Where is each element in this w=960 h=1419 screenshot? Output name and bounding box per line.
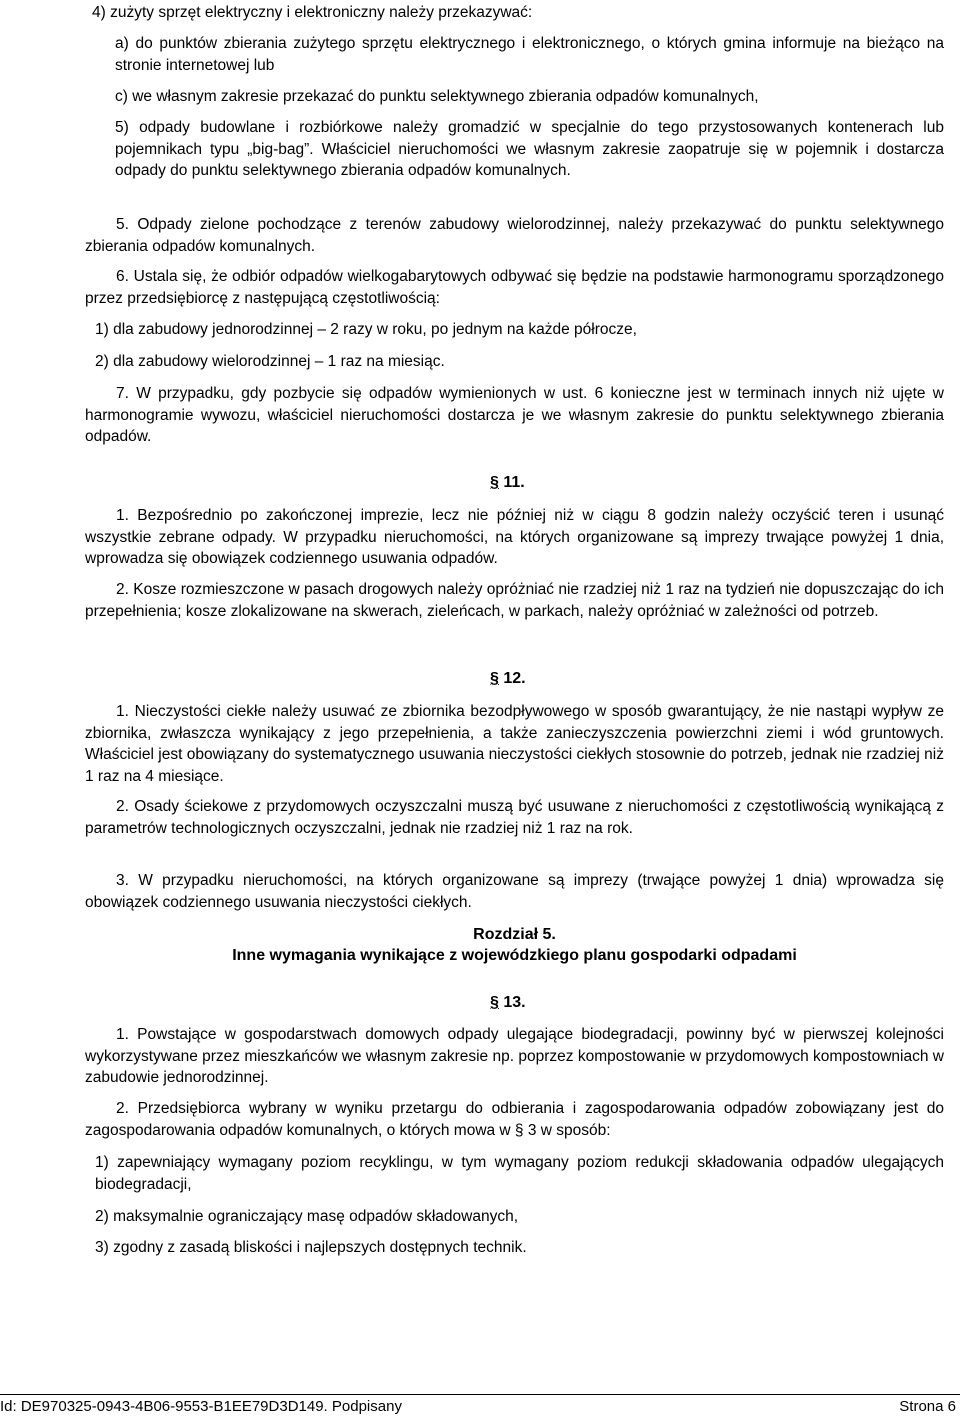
section-heading-13 — [490, 992, 526, 1014]
footer-document-id: Id: DE970325-0943-4B06-9553-B1EE79D3D149. Podpisany — [0, 1398, 402, 1415]
section-number: 12. — [503, 670, 526, 687]
chapter-subtitle: Inne wymagania wynikające z wojewódzkiego planu gospodarki odpadami — [232, 947, 797, 964]
footer-page-number: Strona 6 — [899, 1398, 956, 1415]
paragraph-s13-2-item-1: 1) zapewniający wymagany poziom recyklingu, w tym wymagany poziom redukcji składowania odpadów ulegających biodegradacji, — [95, 1154, 944, 1193]
section-heading-12 — [490, 668, 526, 690]
paragraph-s12-1: 1. Nieczystości ciekłe należy usuwać ze zbiornika bezodpływowego w sposób gwarantujący, że nie nastąpi wypływ ze zbiornika, zwłaszcza wynikający z jego przepełnienia, a także zanieczyszczenia powierzchni ziemi i wód gruntowych. Właściciel jest obowiązany do systematycznego usuwania nieczystości ciekłych stosownie do potrzeb, jednak nie rzadziej niż 1 raz na 4 miesiące. — [85, 703, 944, 785]
paragraph-point-6-item-1: 1) dla zabudowy jednorodzinnej – 2 razy w roku, po jednym na każde półrocze, — [95, 321, 637, 338]
paragraph-point-6-item-2: 2) dla zabudowy wielorodzinnej – 1 raz na miesiąc. — [95, 353, 445, 370]
paragraph-s11-1: 1. Bezpośrednio po zakończonej imprezie, lecz nie później niż w ciągu 8 godzin należy oczyścić teren i usunąć wszystkie zebrane odpady. W przypadku nieruchomości, na których organizowane są imprezy trwające powyżej 1 dnia, wprowadza się obowiązek codziennego usuwania odpadów. — [85, 507, 944, 567]
section-symbol: § — [490, 474, 499, 491]
paragraph-item-4c: c) we własnym zakresie przekazać do punktu selektywnego zbierania odpadów komunalnych, — [115, 88, 759, 105]
section-symbol: § — [490, 670, 499, 687]
paragraph-s12-3: 3. W przypadku nieruchomości, na których organizowane są imprezy (trwające powyżej 1 dnia) wprowadza się obowiązek codziennego usuwania nieczystości ciekłych. — [85, 872, 944, 911]
paragraph-s13-2-item-3: 3) zgodny z zasadą bliskości i najlepszych dostępnych technik. — [95, 1239, 527, 1256]
paragraph-s13-1: 1. Powstające w gospodarstwach domowych odpady ulegające biodegradacji, powinny być w pierwszej kolejności wykorzystywane przez mieszkańców we własnym zakresie np. poprzez kompostowanie w przydomowych kompostowniach w zabudowie jednorodzinnej. — [85, 1026, 944, 1086]
paragraph-s11-2: 2. Kosze rozmieszczone w pasach drogowych należy opróżniać nie rzadziej niż 1 raz na tydzień nie dopuszczając do ich przepełnienia; kosze zlokalizowane na skwerach, zieleńcach, w parkach, należy opróżniać w zależności od potrzeb. — [85, 581, 944, 620]
footer-divider — [0, 1394, 960, 1395]
paragraph-point-7: 7. W przypadku, gdy pozbycie się odpadów wymienionych w ust. 6 konieczne jest w terminach innych niż ujęte w harmonogramie wywozu, właściciel nieruchomości dostarcza je we własnym zakresie do punktu selektywnego zbierania odpadów. — [85, 385, 944, 445]
section-number: 13. — [503, 994, 526, 1011]
section-symbol: § — [490, 994, 499, 1011]
paragraph-point-5: 5. Odpady zielone pochodzące z terenów zabudowy wielorodzinnej, należy przekazywać do punktu selektywnego zbierania odpadów komunalnych. — [85, 216, 944, 255]
paragraph-item-4: 4) zużyty sprzęt elektryczny i elektroniczny należy przekazywać: — [92, 4, 533, 21]
paragraph-item-4a: a) do punktów zbierania zużytego sprzętu elektrycznego i elektronicznego, o których gmina informuje na bieżąco na stronie internetowej lub — [115, 35, 944, 74]
paragraph-s12-2: 2. Osady ściekowe z przydomowych oczyszczalni muszą być usuwane z nieruchomości z częstotliwością wynikającą z parametrów technologicznych oczyszczalni, jednak nie rzadziej niż 1 raz na rok. — [85, 798, 944, 837]
chapter-title: Rozdział 5. — [473, 926, 556, 943]
section-heading-11 — [490, 472, 525, 494]
paragraph-item-5: 5) odpady budowlane i rozbiórkowe należy gromadzić w specjalnie do tego przystosowanych kontenerach lub pojemnikach typu „big-bag”. Właściciel nieruchomości we własnym zakresie zaopatruje się w pojemnik i dostarcza odpady do punktu selektywnego zbierania odpadów komunalnych. — [115, 119, 944, 179]
paragraph-s13-2-item-2: 2) maksymalnie ograniczający masę odpadów składowanych, — [95, 1208, 519, 1225]
section-number: 11. — [503, 474, 525, 491]
paragraph-point-6: 6. Ustala się, że odbiór odpadów wielkogabarytowych odbywać się będzie na podstawie harmonogramu sporządzonego przez przedsiębiorcę z następującą częstotliwością: — [85, 268, 944, 307]
paragraph-s13-2: 2. Przedsiębiorca wybrany w wyniku przetargu do odbierania i zagospodarowania odpadów zobowiązany jest do zagospodarowania odpadów komunalnych, o których mowa w § 3 w sposób: — [85, 1100, 944, 1139]
